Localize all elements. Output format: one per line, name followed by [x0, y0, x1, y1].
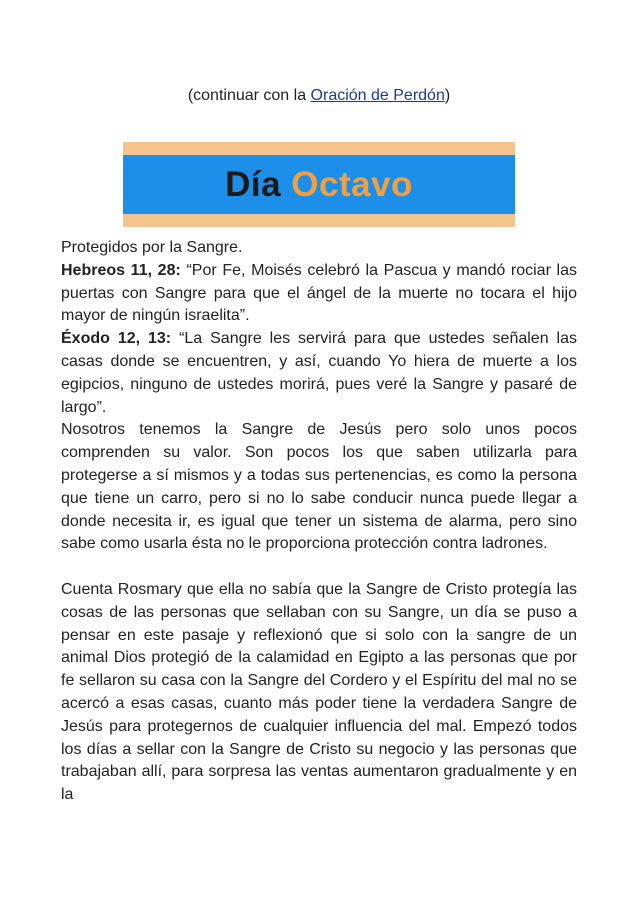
- verse-exodo-text: “La Sangre les servirá para que ustedes señalen las casas donde se encuentren, y así, cuando Yo hiera de muerte a los egipcios, ninguno de ustedes morirá, pues veré la Sangre y pasaré de largo”.: [61, 330, 577, 416]
- forgiveness-prayer-link[interactable]: Oración de Perdón: [310, 87, 445, 104]
- verse-hebreos: [61, 260, 577, 328]
- paragraph-blood-value: Nosotros tenemos la Sangre de Jesús pero solo unos pocos comprenden su valor. Son pocos los que saben utilizarla para protegerse a sí mismos y a todas sus pertenencias, es como la persona que tiene un carro, pero si no lo sabe conducir nunca puede llegar a donde necesita ir, es igual que tener un sistema de alarma, pero sino sabe como usarla ésta no le proporciona protección contra ladrones.: [61, 421, 577, 553]
- continue-prayer-line: [0, 85, 638, 107]
- day-banner-word-dia: Día: [225, 165, 282, 204]
- day-banner-title: [123, 155, 515, 214]
- continue-suffix: ): [444, 87, 451, 104]
- verse-hebreos-text: “Por Fe, Moisés celebró la Pascua y mandó rociar las puertas con Sangre para que el ángel de la muerte no tocara el hijo mayor de ningún israelita”.: [61, 261, 577, 325]
- day-banner: [123, 142, 515, 227]
- intro-line: Protegidos por la Sangre.: [61, 239, 243, 256]
- verse-exodo-reference: Éxodo 12, 13:: [61, 330, 172, 348]
- body-text: [61, 237, 577, 807]
- paragraph-rosmary-story: Cuenta Rosmary que ella no sabía que la Sangre de Cristo protegía las cosas de las personas que sellaban con su Sangre, un día se puso a pensar en este pasaje y reflexionó que si solo con la sangre de un animal Dios protegió de la calamidad en Egipto a las personas que por fe sellaron su casa con la Sangre del Cordero y el Espíritu del mal no se acercó a esas casas, cuanto más poder tiene la verdadera Sangre de Jesús para protegernos de cualquier influencia del mal. Empezó todos los días a sellar con la Sangre de Cristo su negocio y las personas que trabajaban allí, para sorpresa las ventas aumentaron gradualmente y en la: [61, 580, 577, 804]
- paragraph-spacer: [61, 556, 577, 579]
- verse-hebreos-reference: Hebreos 11, 28:: [61, 261, 181, 279]
- verse-exodo: [61, 328, 577, 419]
- day-banner-word-octavo: Octavo: [291, 165, 413, 204]
- continue-prefix: (continuar con la: [187, 87, 311, 104]
